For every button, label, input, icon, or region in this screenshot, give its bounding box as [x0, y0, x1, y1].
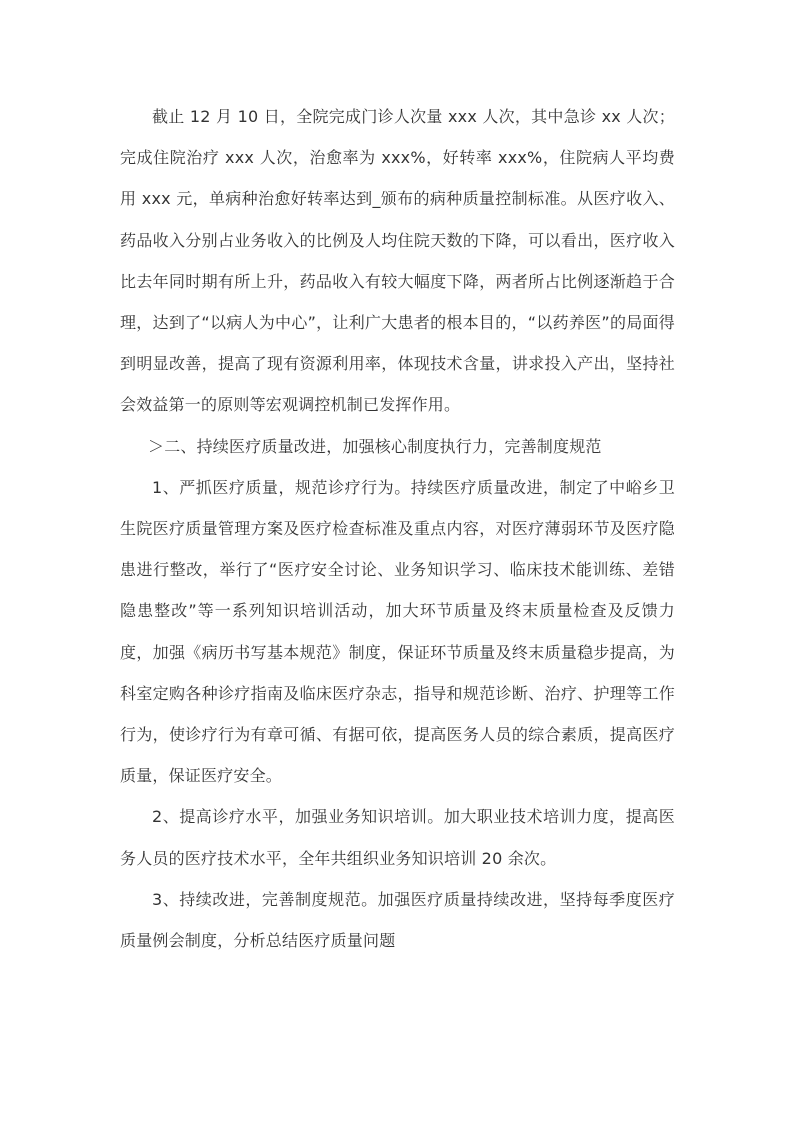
paragraph-item-1: 1、严抓医疗质量，规范诊疗行为。持续医疗质量改进，制定了中峪乡卫生院医疗质量管理方案及医疗检查标准及重点内容，对医疗薄弱环节及医疗隐患进行整改，举行了“医疗安全讨论、业务知识学习、临床技术能训练、差错隐患整改”等一系列知识培训活动，加大环节质量及终末质量检查及反馈力度，加强《病历书写基本规范》制度，保证环节质量及终末质量稳步提高，为科室定购各种诊疗指南及临床医疗杂志，指导和规范诊断、治疗、护理等工作行为，使诊疗行为有章可循、有据可依，提高医务人员的综合素质，提高医疗质量，保证医疗安全。 — [120, 477, 675, 786]
paragraph-item-2: 2、提高诊疗水平，加强业务知识培训。加大职业技术培训力度，提高医务人员的医疗技术水平，全年共组织业务知识培训 20 余次。 — [120, 807, 675, 868]
section-heading-2: ＞二、持续医疗质量改进，加强核心制度执行力，完善制度规范 — [148, 436, 602, 456]
document-body — [120, 96, 675, 961]
paragraph-item-3: 3、持续改进，完善制度规范。加强医疗质量持续改进，坚持每季度医疗质量例会制度，分析总结医疗质量问题 — [120, 889, 675, 951]
paragraph-statistics: 截止 12 月 10 日，全院完成门诊人次量 xxx 人次，其中急诊 xx 人次；完成住院治疗 xxx 人次，治愈率为 xxx%，好转率 xxx%，住院病人平均费用 xxx 元，单病种治愈好转率达到_颁布的病种质量控制标准。从医疗收入、药品收入分别占业务收入的比例及人均住院天数的下降，可以看出，医疗收入比去年同时期有所上升，药品收入有较大幅度下降，两者所占比例逐渐趋于合理，达到了“以病人为中心”，让利广大患者的根本目的，“以药养医”的局面得到明显改善，提高了现有资源利用率，体现技术含量，讲求投入产出，坚持社会效益第一的原则等宏观调控机制已发挥作用。 — [120, 107, 675, 415]
